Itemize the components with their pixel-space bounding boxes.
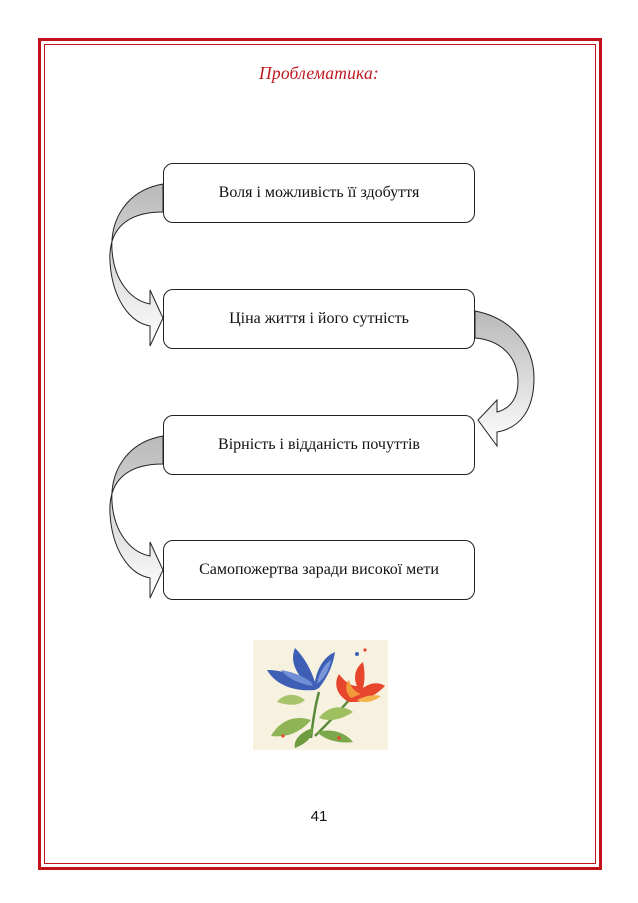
topic-box-2	[163, 289, 475, 349]
topic-box-1	[163, 163, 475, 223]
topic-box-4	[163, 540, 475, 600]
decorative-flower-image	[253, 640, 388, 750]
topic-box-3	[163, 415, 475, 475]
topic-box-4-label: Самопожертва заради високої мети	[199, 561, 439, 578]
topic-box-3-label: Вірність і відданість почуттів	[218, 436, 420, 453]
arrow-right-1	[475, 311, 534, 446]
arrow-left-1	[110, 184, 163, 346]
page-title: Проблематика:	[259, 63, 379, 83]
page-number: 41	[310, 808, 328, 825]
topic-box-1-label: Воля і можливість її здобуття	[218, 184, 420, 201]
topic-box-2-label: Ціна життя і його сутність	[229, 310, 409, 327]
arrow-left-2	[110, 436, 163, 598]
